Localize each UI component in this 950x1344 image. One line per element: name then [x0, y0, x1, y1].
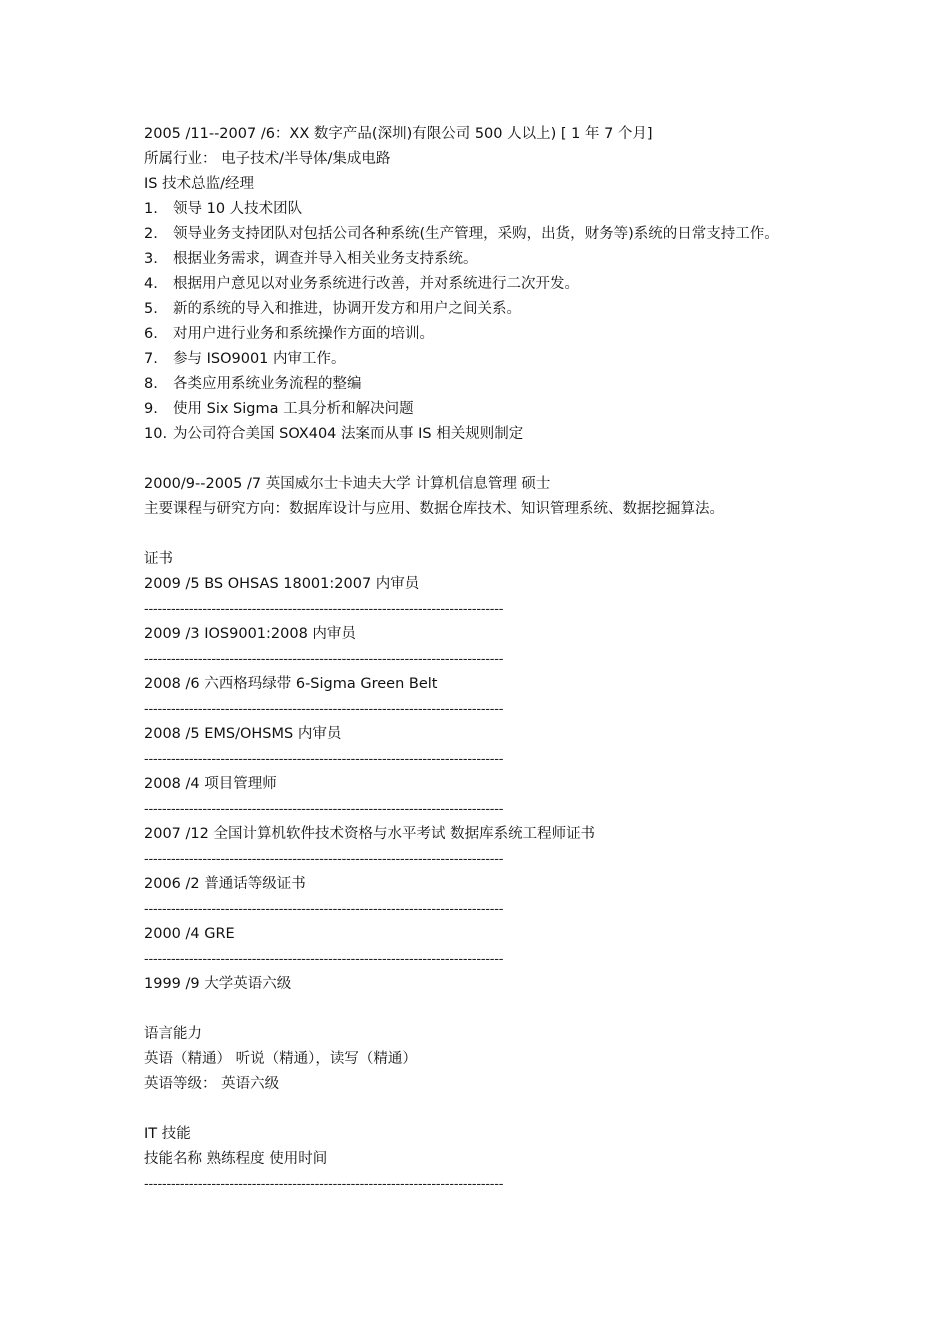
separator-line: -------------------------------------------------------------------------------- — [144, 852, 504, 867]
separator-line: -------------------------------------------------------------------------------- — [144, 952, 504, 967]
certificate-item: 2009 /5 BS OHSAS 18001:2007 内审员 — [144, 576, 420, 592]
list-number: 8. — [144, 376, 158, 392]
separator-line: -------------------------------------------------------------------------------- — [144, 802, 504, 817]
list-text: 根据业务需求，调查并导入相关业务支持系统。 — [173, 251, 478, 267]
separator-line: -------------------------------------------------------------------------------- — [144, 1177, 504, 1192]
list-text: 对用户进行业务和系统操作方面的培训。 — [173, 326, 434, 342]
spacer — [144, 997, 824, 1022]
list-text: 领导 10 人技术团队 — [173, 201, 303, 217]
separator-line: -------------------------------------------------------------------------------- — [144, 652, 504, 667]
list-item — [144, 397, 824, 422]
list-text: 新的系统的导入和推进，协调开发方和用户之间关系。 — [173, 301, 521, 317]
list-number: 5. — [144, 301, 158, 317]
list-item — [144, 422, 824, 447]
list-item — [144, 222, 824, 247]
list-text: 根据用户意见以对业务系统进行改善，并对系统进行二次开发。 — [173, 276, 579, 292]
work-industry: 所属行业： 电子技术/半导体/集成电路 — [144, 151, 391, 167]
list-number: 3. — [144, 251, 158, 267]
spacer — [144, 522, 824, 547]
it-skills-header: 技能名称 熟练程度 使用时间 — [144, 1151, 328, 1167]
list-item — [144, 297, 824, 322]
list-item — [144, 197, 824, 222]
list-number: 1. — [144, 201, 158, 217]
certificate-item: 1999 /9 大学英语六级 — [144, 976, 292, 992]
list-number: 4. — [144, 276, 158, 292]
list-text: 领导业务支持团队对包括公司各种系统(生产管理，采购，出货，财务等)系统的日常支持工作。 — [173, 226, 779, 242]
education-header: 2000/9--2005 /7 英国威尔士卡迪夫大学 计算机信息管理 硕士 — [144, 476, 551, 492]
separator-line: -------------------------------------------------------------------------------- — [144, 902, 504, 917]
certificates-title: 证书 — [144, 551, 173, 567]
separator-line: -------------------------------------------------------------------------------- — [144, 602, 504, 617]
separator-line: -------------------------------------------------------------------------------- — [144, 702, 504, 717]
certificate-item: 2006 /2 普通话等级证书 — [144, 876, 306, 892]
list-number: 2. — [144, 226, 158, 242]
separator-line: -------------------------------------------------------------------------------- — [144, 752, 504, 767]
list-number: 7. — [144, 351, 158, 367]
duties-list — [144, 197, 824, 447]
certificate-item: 2000 /4 GRE — [144, 926, 235, 942]
certificate-item: 2008 /4 项目管理师 — [144, 776, 277, 792]
list-number: 9. — [144, 401, 158, 417]
list-text: 各类应用系统业务流程的整编 — [173, 376, 362, 392]
education-courses: 主要课程与研究方向：数据库设计与应用、数据仓库技术、知识管理系统、数据挖掘算法。 — [144, 501, 724, 517]
it-skills-title: IT 技能 — [144, 1126, 191, 1142]
certificate-item: 2008 /5 EMS/OHSMS 内审员 — [144, 726, 342, 742]
list-number: 6. — [144, 326, 158, 342]
spacer — [144, 1097, 824, 1122]
list-item — [144, 372, 824, 397]
work-position: IS 技术总监/经理 — [144, 176, 254, 192]
certificate-item: 2009 /3 IOS9001:2008 内审员 — [144, 626, 356, 642]
list-item — [144, 322, 824, 347]
language-english: 英语（精通） 听说（精通），读写（精通） — [144, 1051, 417, 1067]
list-text: 使用 Six Sigma 工具分析和解决问题 — [173, 401, 414, 417]
work-header: 2005 /11--2007 /6：XX 数字产品(深圳)有限公司 500 人以上) [ 1 年 7 个月] — [144, 126, 653, 142]
resume-content — [144, 122, 824, 1197]
certificate-item: 2008 /6 六西格玛绿带 6-Sigma Green Belt — [144, 676, 438, 692]
list-item — [144, 247, 824, 272]
language-level: 英语等级： 英语六级 — [144, 1076, 280, 1092]
spacer — [144, 447, 824, 472]
list-item — [144, 272, 824, 297]
certificate-item: 2007 /12 全国计算机软件技术资格与水平考试 数据库系统工程师证书 — [144, 826, 596, 842]
list-text: 为公司符合美国 SOX404 法案而从事 IS 相关规则制定 — [173, 426, 524, 442]
list-number: 10. — [144, 426, 168, 442]
list-text: 参与 ISO9001 内审工作。 — [173, 351, 346, 367]
list-item — [144, 347, 824, 372]
language-title: 语言能力 — [144, 1026, 202, 1042]
